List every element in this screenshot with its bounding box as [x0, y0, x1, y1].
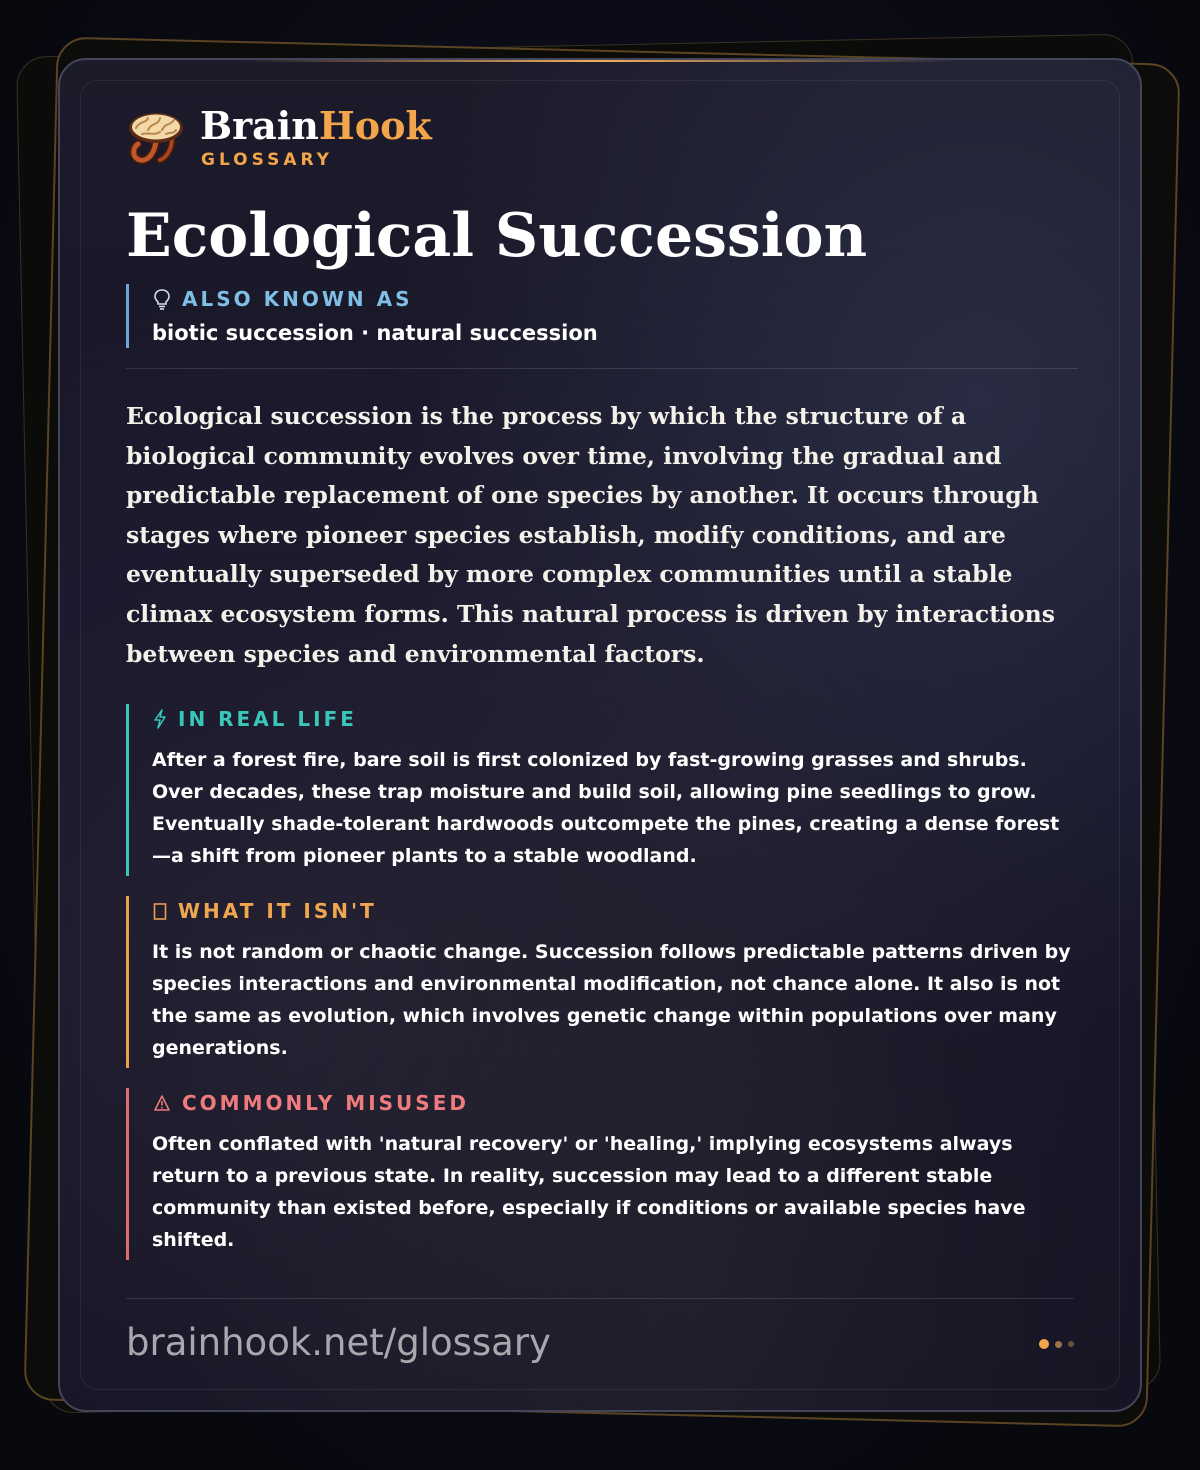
brand-name-part1: Brain — [200, 103, 319, 148]
commonly-misused-label — [152, 1092, 1078, 1114]
also-known-as-label — [152, 286, 1078, 312]
header-divider — [126, 368, 1078, 369]
also-known-as-text: biotic succession · natural succession — [152, 321, 598, 345]
lightning-icon — [152, 709, 168, 729]
card-content — [126, 104, 1078, 1260]
lightbulb-icon — [152, 288, 172, 310]
commonly-misused-label-text: COMMONLY MISUSED — [182, 1091, 469, 1116]
in-real-life-text: After a forest fire, bare soil is first colonized by fast-growing grasses and shrubs. Over decades, these trap moisture and build soil, allowing pine seedlings to grow. Eventually shade-tolerant hardwoods outcompete the pines, creating a dense forest—a shift from pioneer plants to a stable woodland. — [152, 749, 1060, 868]
what-it-isnt-text: It is not random or chaotic change. Succession follows predictable patterns driven by species interactions and environmental modification, not chance alone. It also is not the same as evolution, which involves genetic change within populations over many generations. — [152, 941, 1071, 1060]
also-known-as-block — [126, 284, 1078, 348]
glossary-card — [58, 58, 1142, 1412]
not-icon — [152, 901, 168, 921]
in-real-life-label-text: IN REAL LIFE — [178, 707, 357, 732]
brand-name-part2: Hook — [318, 103, 432, 148]
what-it-isnt-label — [152, 900, 1078, 922]
brain-hook-logo-icon — [126, 108, 186, 168]
also-known-as-label-text: ALSO KNOWN AS — [182, 287, 413, 311]
what-it-isnt-label-text: WHAT IT ISN'T — [178, 899, 377, 924]
card-footer — [126, 1298, 1074, 1379]
term-definition: Ecological succession is the process by which the structure of a biological community evolves over time, involving the gradual and predictable replacement of one species by another. It occurs through stages where pioneer species establish, modify conditions, and are eventually superseded by more complex communities until a stable climax ecosystem forms. This natural process is driven by interactions between species and environmental factors. — [126, 402, 1055, 668]
pagination-dot-active — [1039, 1339, 1049, 1349]
footer-url[interactable]: brainhook.net/glossary — [126, 1321, 551, 1364]
pagination-dot — [1055, 1341, 1062, 1348]
warning-icon — [152, 1093, 172, 1113]
term-title: Ecological Succession — [126, 201, 868, 271]
brand-header — [126, 104, 1078, 170]
what-it-isnt-section — [126, 896, 1078, 1068]
commonly-misused-section — [126, 1088, 1078, 1260]
brand-subtitle: GLOSSARY — [201, 150, 333, 170]
in-real-life-section — [126, 704, 1078, 876]
commonly-misused-text: Often conflated with 'natural recovery' or 'healing,' implying ecosystems always return to a previous state. In reality, succession may lead to a different stable community than existed before, especially if conditions or available species have shifted. — [152, 1133, 1026, 1252]
brand-name — [200, 104, 432, 148]
pagination-dot — [1068, 1341, 1074, 1347]
pagination-dots — [1033, 1339, 1074, 1349]
in-real-life-label — [152, 708, 1078, 730]
